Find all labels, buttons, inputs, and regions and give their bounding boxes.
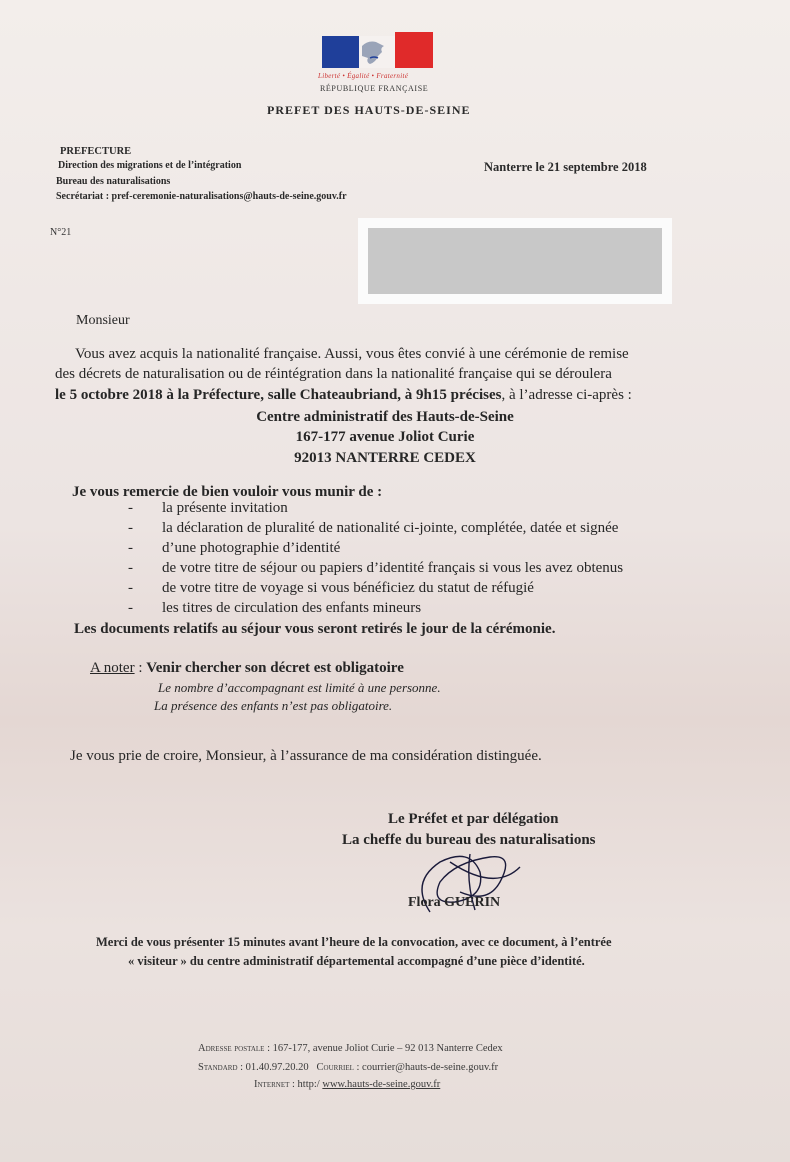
sender-bureau: Bureau des naturalisations	[56, 176, 171, 187]
signature-line-1: Le Préfet et par délégation	[388, 811, 559, 827]
required-items-list	[128, 498, 623, 618]
closing-formula: Je vous prie de croire, Monsieur, à l’assurance de ma considération distinguée.	[70, 748, 542, 764]
marianne-logo	[322, 32, 434, 70]
marianne-profile-icon	[322, 32, 434, 70]
list-item: - d’une photographie d’identité	[128, 540, 341, 556]
paragraph-line-2: des décrets de naturalisation ou de réintégration dans la nationalité française qui se déroulera	[55, 366, 612, 382]
website-link[interactable]: www.hauts-de-seine.gouv.fr	[322, 1079, 441, 1090]
sender-secretariat: Secrétariat : pref-ceremonie-naturalisations@hauts-de-seine.gouv.fr	[56, 191, 347, 202]
redacted-address-block	[358, 218, 672, 304]
prefet-title: PREFET DES HAUTS-DE-SEINE	[267, 103, 471, 117]
date-line: Nanterre le 21 septembre 2018	[484, 160, 647, 174]
sender-prefecture: PREFECTURE	[60, 146, 132, 157]
reference-number: N°21	[50, 227, 72, 238]
list-item: - la présente invitation	[128, 500, 288, 516]
ceremony-date-time: le 5 octobre 2018 à la Préfecture, salle Chateaubriand, à 9h15 précises	[55, 387, 502, 403]
note-line: A noter : Venir chercher son décret est obligatoire	[90, 660, 404, 676]
list-item: - les titres de circulation des enfants mineurs	[128, 600, 422, 616]
address-line-3: 92013 NANTERRE CEDEX	[294, 450, 476, 466]
note-companion: Le nombre d’accompagnant est limité à une personne.	[158, 680, 441, 695]
signature-line-2: La cheffe du bureau des naturalisations	[342, 832, 596, 848]
republique-francaise: RÉPUBLIQUE FRANÇAISE	[320, 84, 429, 93]
instructions-line-2: « visiteur » du centre administratif départemental accompagné d’une pièce d’identité.	[128, 954, 585, 968]
list-item: - de votre titre de séjour ou papiers d’identité français si vous les avez obtenus	[128, 560, 624, 576]
instructions-line-1: Merci de vous présenter 15 minutes avant l’heure de la convocation, avec ce document, à l’entrée	[96, 935, 612, 949]
footer-postal: Adresse postale : 167-177, avenue Joliot Curie – 92 013 Nanterre Cedex	[198, 1043, 503, 1054]
list-item: - la déclaration de pluralité de nationalité ci-jointe, complétée, datée et signée	[128, 520, 619, 536]
address-line-1: Centre administratif des Hauts-de-Seine	[256, 409, 514, 425]
address-line-2: 167-177 avenue Joliot Curie	[295, 429, 475, 445]
note-text: Venir chercher son décret est obligatoire	[146, 660, 404, 676]
footer-internet: Internet : http:/ www.hauts-de-seine.gouv.fr	[254, 1079, 441, 1090]
list-item: - de votre titre de voyage si vous bénéficiez du statut de réfugié	[128, 580, 534, 596]
note-label: A noter	[90, 660, 135, 676]
footer-contact: Standard : 01.40.97.20.20 Courriel : courrier@hauts-de-seine.gouv.fr	[198, 1062, 499, 1073]
republic-motto: Liberté • Égalité • Fraternité	[318, 72, 409, 80]
list-intro: Je vous remercie de bien vouloir vous munir de :	[72, 484, 383, 500]
paragraph-line-3: le 5 octobre 2018 à la Préfecture, salle Chateaubriand, à 9h15 précises, à l’adresse ci-après :	[55, 387, 632, 403]
note-children: La présence des enfants n’est pas obligatoire.	[154, 698, 393, 713]
paragraph-line-1: Vous avez acquis la nationalité française. Aussi, vous êtes convié à une cérémonie de remise	[75, 346, 629, 362]
documents-note: Les documents relatifs au séjour vous seront retirés le jour de la cérémonie.	[74, 621, 556, 637]
salutation: Monsieur	[76, 313, 130, 328]
signatory-name: Flora GUERIN	[408, 895, 501, 910]
sender-direction: Direction des migrations et de l’intégration	[58, 160, 242, 171]
